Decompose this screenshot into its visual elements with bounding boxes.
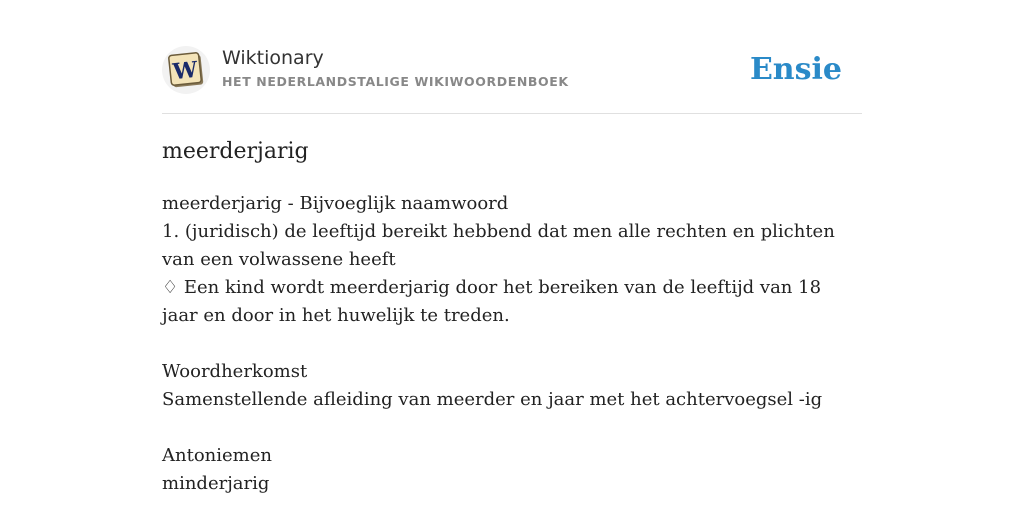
spacer [162, 330, 862, 358]
spacer [162, 414, 862, 442]
site-subtitle: HET NEDERLANDSTALIGE WIKIWOORDENBOEK [222, 74, 569, 89]
definition: 1. (juridisch) de leeftijd bereikt hebbend dat men alle rechten en plichten van een volwassene heeft [162, 221, 835, 270]
site-name[interactable]: Wiktionary [222, 47, 324, 69]
wiktionary-logo-icon[interactable] [162, 46, 210, 94]
example-sentence: ♢ Een kind wordt meerderjarig door het bereiken van de leeftijd van 18 jaar en door in het huwelijk te treden. [162, 277, 822, 326]
ensie-brand-link[interactable]: Ensie [749, 52, 842, 87]
site-header [162, 0, 862, 114]
antonyms-heading: Antoniemen [162, 445, 272, 466]
etymology-heading: Woordherkomst [162, 361, 308, 382]
entry-title: meerderjarig [162, 139, 309, 164]
logo-letter: W [171, 56, 199, 86]
page [162, 0, 862, 494]
part-of-speech-line: meerderjarig - Bijvoeglijk naamwoord [162, 193, 509, 214]
logo-tile-graphic [162, 46, 210, 94]
etymology-text: Samenstellende afleiding van meerder en jaar met het achtervoegsel -ig [162, 389, 823, 410]
antonyms-text: minderjarig [162, 473, 270, 494]
entry-content [162, 190, 862, 498]
